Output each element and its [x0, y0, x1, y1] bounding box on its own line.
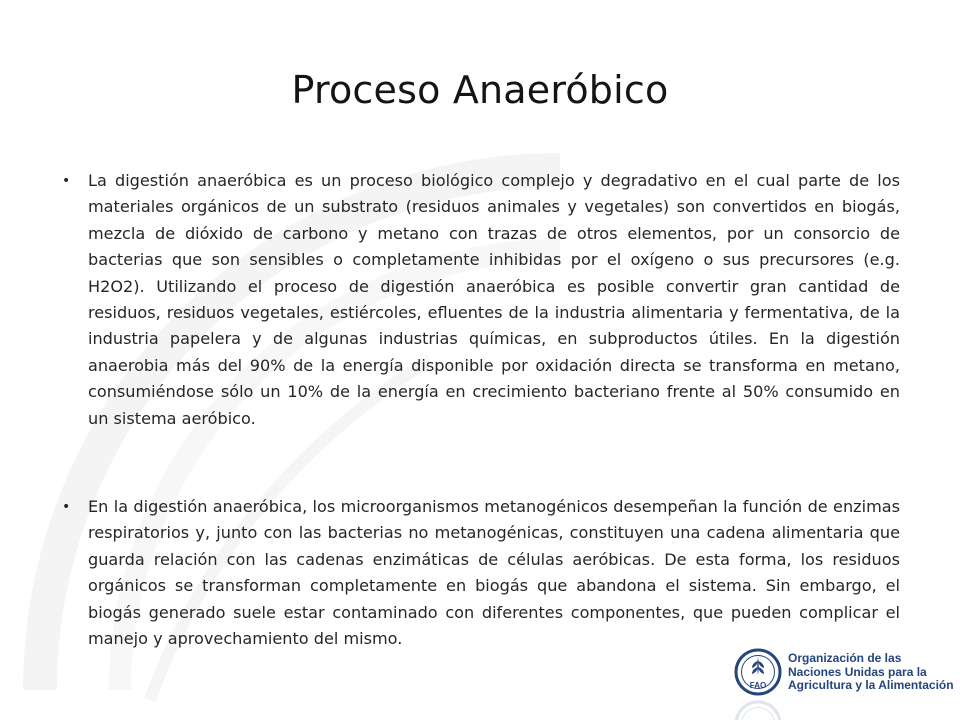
fao-logo [734, 648, 956, 720]
bullet-text: En la digestión anaeróbica, los microorganismos metanogénicos desempeñan la función de enzimas respiratorios y, junto con las bacterias no metanogénicas, constituyen una cadena alimentaria que guarda relación con las cadenas enzimáticas de células aeróbicas. De esta forma, los residuos orgánicos se transforman completamente en biogás que abandona el sistema. Sin embargo, el biogás generado suele estar contaminado con diferentes componentes, que pueden complicar el manejo y aprovechamiento del mismo. [88, 497, 900, 649]
fao-emblem-text: FAO [749, 681, 767, 690]
fao-name-line: Agricultura y la Alimentación [788, 678, 954, 693]
bullet-marker: • [62, 499, 71, 516]
bullet-item [60, 168, 900, 432]
bullet-marker: • [62, 173, 71, 189]
fao-organization-name [788, 652, 958, 693]
fao-name-line: Naciones Unidas para la [788, 664, 927, 679]
fao-logo-reflection [734, 700, 956, 720]
bullet-list [60, 168, 900, 653]
bullet-text: La digestión anaeróbica es un proceso biológico complejo y degradativo en el cual parte de los materiales orgánicos de un substrato (residuos animales y vegetales) son convertidos en biogás, mezcla de dióxido de carbono y metano con trazas de otros elementos, por un consorcio de bacterias que son sensibles o completamente inhibidas por el oxígeno o sus precursores (e.g. H2O2). Utilizando el proceso de digestión anaeróbica es posible convertir gran cantidad de residuos, residuos vegetales, estiércoles, efluentes de la industria alimentaria y fermentativa, de la industria papelera y de algunas industrias químicas, en subproductos útiles. En la digestión anaerobia más del 90% de la energía disponible por oxidación directa se transforma en metano, consumiéndose sólo un 10% de la energía en crecimiento bacteriano frente al 50% consumido en un sistema aeróbico. [88, 171, 900, 428]
fao-name-line: Organización de las [788, 651, 902, 665]
fao-emblem-icon [734, 648, 782, 696]
fao-emblem-reflection-icon [734, 700, 782, 720]
bullet-item [60, 494, 900, 652]
slide-title: Proceso Anaeróbico [291, 68, 669, 112]
